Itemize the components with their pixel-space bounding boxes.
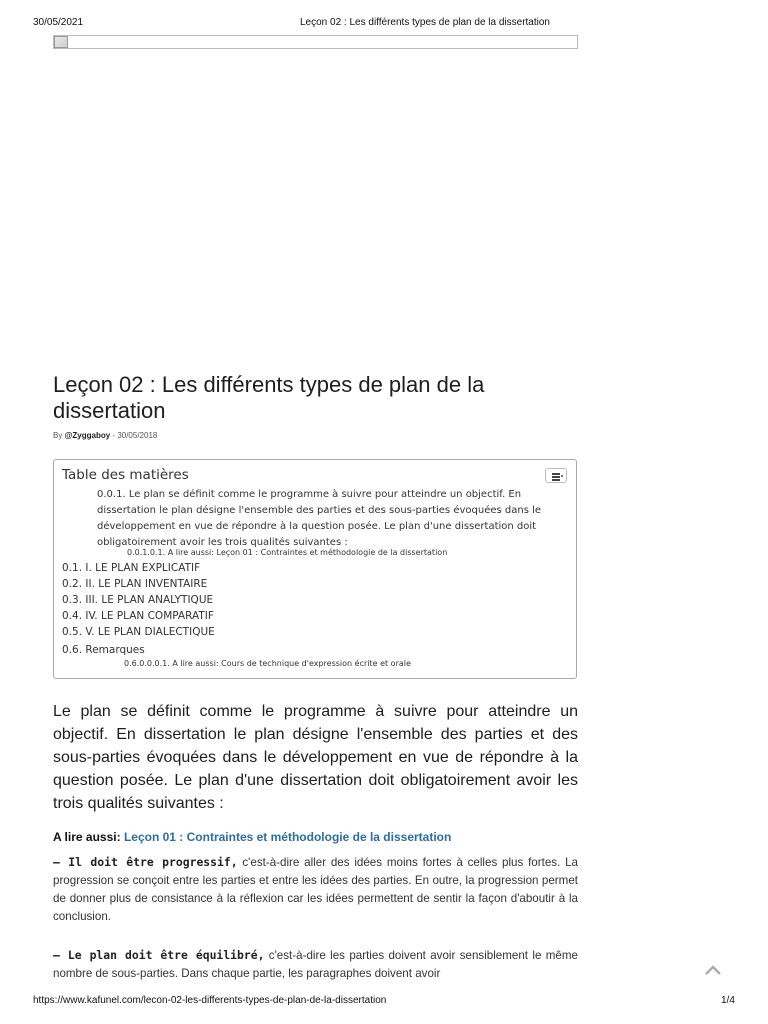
paragraph-lead: – Il doit être progressif,: [53, 855, 238, 869]
toc-item-text: Le plan se définit comme le programme à suivre pour atteindre un objectif. En dissertation le plan désigne l'ensemble des parties et des sous-parties évoquées dans le développement en vue de répondre à la question posée. Le plan d'une dissertation doit obligatoirement avoir les trois qualités suivantes :: [97, 489, 542, 548]
author-link[interactable]: @Zyggaboy: [64, 431, 111, 440]
print-page-number: 1/4: [721, 995, 735, 1006]
also-read-link[interactable]: Leçon 01 : Contraintes et méthodologie de la dissertation: [123, 830, 452, 844]
toc-item-0-0-1[interactable]: [97, 487, 569, 551]
toc-item-plan-comparatif[interactable]: 0.4. IV. LE PLAN COMPARATIF: [62, 610, 214, 622]
print-date: 30/05/2021: [33, 17, 84, 28]
toc-subitem-also-read-1[interactable]: 0.0.1.0.1. A lire aussi: Leçon 01 : Contraintes et méthodologie de la dissertation: [127, 548, 448, 557]
print-header: [0, 17, 768, 31]
paragraph-text: c'est-à-dire aller des idées moins fortes à celles plus fortes. La progression se conçoit entre les parties et entre les idées des parties. En outre, la progression permet de donner plus de consistance à la réflexion car les idées permettent de sentir la façon d'aboutir à la conclusion.: [53, 856, 578, 923]
toc-title: Table des matières: [62, 467, 189, 483]
toc-item-remarques[interactable]: 0.6. Remarques: [62, 644, 145, 656]
print-url: https://www.kafunel.com/lecon-02-les-differents-types-de-plan-de-la-dissertation: [33, 995, 387, 1006]
toc-item-plan-analytique[interactable]: 0.3. III. LE PLAN ANALYTIQUE: [62, 594, 214, 606]
toc-item-plan-explicatif[interactable]: 0.1. I. LE PLAN EXPLICATIF: [62, 562, 201, 574]
paragraph-lead: – Le plan doit être équilibré,: [53, 948, 265, 962]
toc-item-plan-inventaire[interactable]: 0.2. II. LE PLAN INVENTAIRE: [62, 578, 208, 590]
intro-paragraph: Le plan se définit comme le programme à suivre pour atteindre un objectif. En dissertation le plan désigne l'ensemble des parties et des sous-parties évoquées dans le développement en vue de répondre à la question posée. Le plan d'une dissertation doit obligatoirement avoir les trois qualités suivantes :: [53, 703, 578, 812]
paragraph-text: c'est-à-dire les parties doivent avoir sensiblement le même nombre de sous-parties. Dans chaque partie, les paragraphes doivent avoir: [53, 949, 578, 980]
print-title: Leçon 02 : Les différents types de plan de la dissertation: [300, 17, 550, 28]
publish-date: 30/05/2018: [117, 431, 158, 440]
also-read: [53, 830, 451, 844]
toc-item-plan-dialectique[interactable]: 0.5. V. LE PLAN DIALECTIQUE: [62, 626, 215, 638]
print-footer: [0, 995, 768, 1009]
byline-prefix: By: [53, 431, 63, 440]
paragraph-progressif: [53, 853, 578, 926]
toc-toggle-button[interactable]: [545, 468, 567, 483]
chevron-up-icon[interactable]: [705, 965, 721, 975]
toc-item-number: 0.0.1.: [97, 489, 126, 500]
paragraph-equilibre: [53, 946, 578, 983]
table-of-contents: [53, 459, 577, 679]
article-image: [53, 35, 578, 49]
byline-separator: -: [112, 431, 116, 440]
article-title: Leçon 02 : Les différents types de plan de la dissertation: [53, 372, 485, 423]
toc-subitem-also-read-2[interactable]: 0.6.0.0.0.1. A lire aussi: Cours de technique d'expression écrite et orale: [124, 659, 411, 668]
broken-image-icon: [54, 36, 68, 48]
byline: [53, 431, 157, 440]
also-read-label: A lire aussi:: [53, 830, 121, 844]
